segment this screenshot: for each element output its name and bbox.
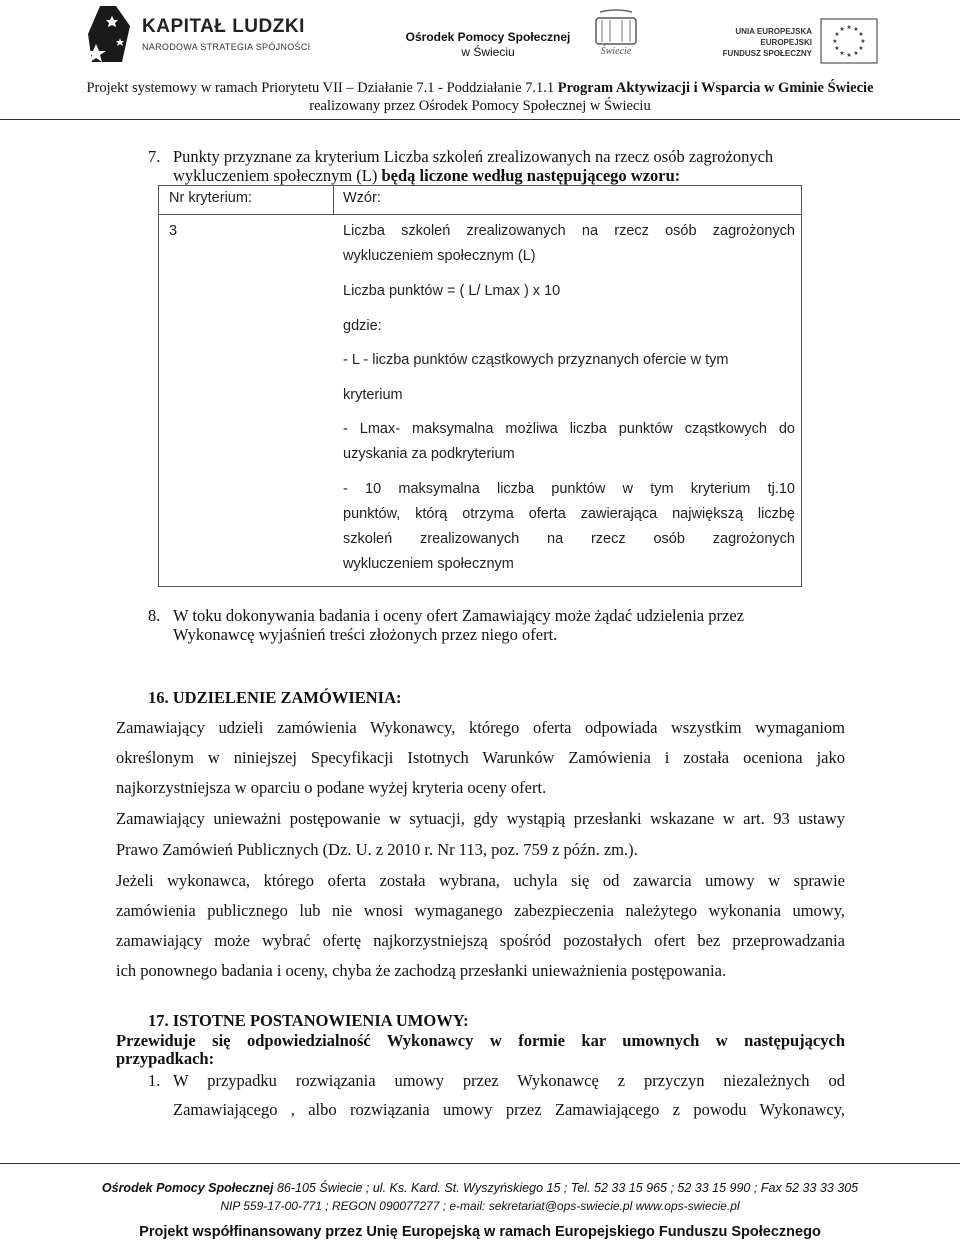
section17-item1-line2: Zamawiającego , albo rozwiązania umowy przez Zamawiającego z powodu Wykonawcy, — [173, 1100, 845, 1119]
eu-flag-icon — [820, 18, 878, 64]
section16-line: Zamawiający udzieli zamówienia Wykonawcy, którego oferta odpowiada wszystkim wymaganiom — [116, 718, 845, 737]
section16-line: Zamawiający unieważni postępowanie w sytuacji, gdy wystąpią przesłanki wskazane w art. 93 ustawy — [116, 809, 845, 828]
def-10-line3: szkoleń zrealizowanych na rzecz osób zagrożonych — [343, 531, 795, 547]
project-line-1-a: Projekt systemowy w ramach Priorytetu VII – Działanie 7.1 - Poddziałanie 7.1.1 — [86, 80, 558, 96]
header-divider — [0, 119, 960, 120]
item8-line1: W toku dokonywania badania i oceny ofert Zamawiający może żądać udzielenia przez — [173, 606, 744, 625]
section16-line: ich ponownego badania i oceny, chyba że zachodzą przesłanki unieważnienia postępowania. — [116, 961, 727, 980]
project-line-2: realizowany przez Ośrodek Pomocy Społecznej w Świeciu — [309, 98, 651, 114]
footer-address — [0, 1181, 960, 1195]
swiecie-emblem-icon — [580, 8, 652, 68]
criterion-where: gdzie: — [343, 318, 382, 334]
item7-number: 7. — [148, 147, 161, 166]
footer-address-rest: 86-105 Świecie ; ul. Ks. Kard. St. Wyszyńskiego 15 ; Tel. 52 33 15 965 ; 52 33 15 990 ; Fax 52 33 33 305 — [273, 1181, 859, 1195]
eu-line1: UNIA EUROPEJSKA — [735, 27, 812, 36]
footer-contact: NIP 559-17-00-771 ; REGON 090077277 ; e-mail: sekretariat@ops-swiecie.pl www.ops-swiecie.pl — [220, 1199, 740, 1213]
section17-intro-line1: Przewiduje się odpowiedzialność Wykonawcy w formie kar umownych w następujących — [116, 1031, 845, 1050]
section16-line: Prawo Zamówień Publicznych (Dz. U. z 2010 r. Nr 113, poz. 759 z późn. zm.). — [116, 840, 638, 859]
ops-name-line1: Ośrodek Pomocy Społecznej — [405, 30, 571, 44]
svg-text:★: ★ — [853, 26, 859, 33]
section17-heading: 17. ISTOTNE POSTANOWIENIA UMOWY: — [148, 1011, 469, 1030]
kapital-ludzki-title: KAPITAŁ LUDZKI — [142, 16, 305, 37]
svg-text:★: ★ — [839, 26, 845, 33]
footer-org: Ośrodek Pomocy Społecznej — [101, 1181, 274, 1195]
project-line-1 — [0, 80, 960, 97]
item8-line2: Wykonawcę wyjaśnień treści złożonych przez niego ofert. — [173, 625, 558, 644]
footer-cofinancing: Projekt współfinansowany przez Unię Europejską w ramach Europejskiego Funduszu Społecznego — [139, 1224, 821, 1240]
item7-line2: wykluczeniem społecznym (L) będą liczone według następującego wzoru: — [173, 166, 681, 185]
eu-line2: EUROPEJSKI — [760, 38, 812, 47]
svg-text:★: ★ — [832, 38, 838, 45]
criteria-table-header-row — [159, 186, 801, 215]
ops-name-line2: w Świeciu — [461, 45, 515, 59]
item7-bold: będą liczone według następującego wzoru: — [381, 166, 681, 185]
eu-line3: FUNDUSZ SPOŁECZNY — [722, 49, 812, 58]
def-lmax-line1: - Lmax- maksymalna możliwa liczba punktów cząstkowych do — [343, 421, 795, 437]
def-10-line2: punktów, którą otrzyma oferta zawierająca największą liczbę — [343, 506, 795, 522]
section17-intro-line2: przypadkach: — [116, 1049, 215, 1068]
section16-line: zamówienia publicznego lub nie wnosi wymaganego zabezpieczenia należytego wykonania umowy, — [116, 901, 845, 920]
criterion-title-line2: wykluczeniem społecznym (L) — [343, 248, 536, 264]
ops-name — [378, 30, 598, 60]
svg-text:★: ★ — [846, 52, 852, 59]
section16-line: określonym w niniejszej Specyfikacji Istotnych Warunków Zamówienia i została oceniona jako — [116, 748, 845, 767]
def-l-line1: - L - liczba punktów cząstkowych przyznanych ofercie w tym — [343, 352, 729, 368]
kapital-ludzki-subtitle: NARODOWA STRATEGIA SPÓJNOŚCI — [142, 42, 311, 52]
project-line-1-b: Program Aktywizacji i Wsparcia w Gminie Świecie — [557, 80, 874, 96]
criterion-title-line1: Liczba szkoleń zrealizowanych na rzecz osób zagrożonych — [343, 223, 795, 239]
svg-text:★: ★ — [853, 50, 859, 57]
swiecie-emblem — [580, 8, 652, 68]
criterion-formula: Liczba punktów = ( L/ Lmax ) x 10 — [343, 283, 561, 299]
svg-text:★: ★ — [858, 31, 864, 38]
section16-line: zamawiający może wybrać ofertę najkorzystniejszą spośród pozostałych ofert bez przeprowadzania — [116, 931, 845, 950]
def-10-line1: - 10 maksymalna liczba punktów w tym kryterium tj.10 — [343, 481, 795, 497]
swiecie-emblem-text: Świecie — [600, 46, 632, 57]
def-10-line4: wykluczeniem społecznym — [343, 556, 514, 572]
def-lmax-line2: uzyskania za podkryterium — [343, 446, 515, 462]
svg-text:★: ★ — [834, 31, 840, 38]
svg-text:★: ★ — [860, 38, 866, 45]
item7-line1: Punkty przyznane za kryterium Liczba szkoleń zrealizowanych na rzecz osób zagrożonych — [173, 147, 774, 166]
svg-text:★: ★ — [858, 45, 864, 52]
svg-text:★: ★ — [839, 50, 845, 57]
def-l-line2: kryterium — [343, 387, 403, 403]
criteria-table-column-divider — [333, 186, 334, 214]
section16-heading: 16. UDZIELENIE ZAMÓWIENIA: — [148, 688, 402, 707]
col-header-number: Nr kryterium: — [169, 190, 252, 206]
kapital-ludzki-logo — [82, 4, 322, 66]
eu-logo — [720, 18, 890, 68]
section17-item1-line1: W przypadku rozwiązania umowy przez Wykonawcę z przyczyn niezależnych od — [173, 1071, 845, 1090]
criterion-number: 3 — [169, 223, 178, 239]
section17-item1-number: 1. — [148, 1071, 161, 1090]
svg-text:★: ★ — [834, 45, 840, 52]
item8-number: 8. — [148, 606, 161, 625]
footer-divider — [0, 1163, 960, 1164]
section16-line: najkorzystniejsza w oparciu o podane wyżej kryteria oceny ofert. — [116, 778, 547, 797]
section16-line: Jeżeli wykonawca, którego oferta została wybrana, uchyla się od zawarcia umowy w sprawie — [116, 871, 845, 890]
svg-text:★: ★ — [846, 24, 852, 31]
col-header-formula: Wzór: — [343, 190, 381, 206]
eu-logo-text — [720, 26, 812, 59]
criteria-table — [158, 185, 802, 587]
kapital-ludzki-emblem-icon — [82, 4, 138, 64]
